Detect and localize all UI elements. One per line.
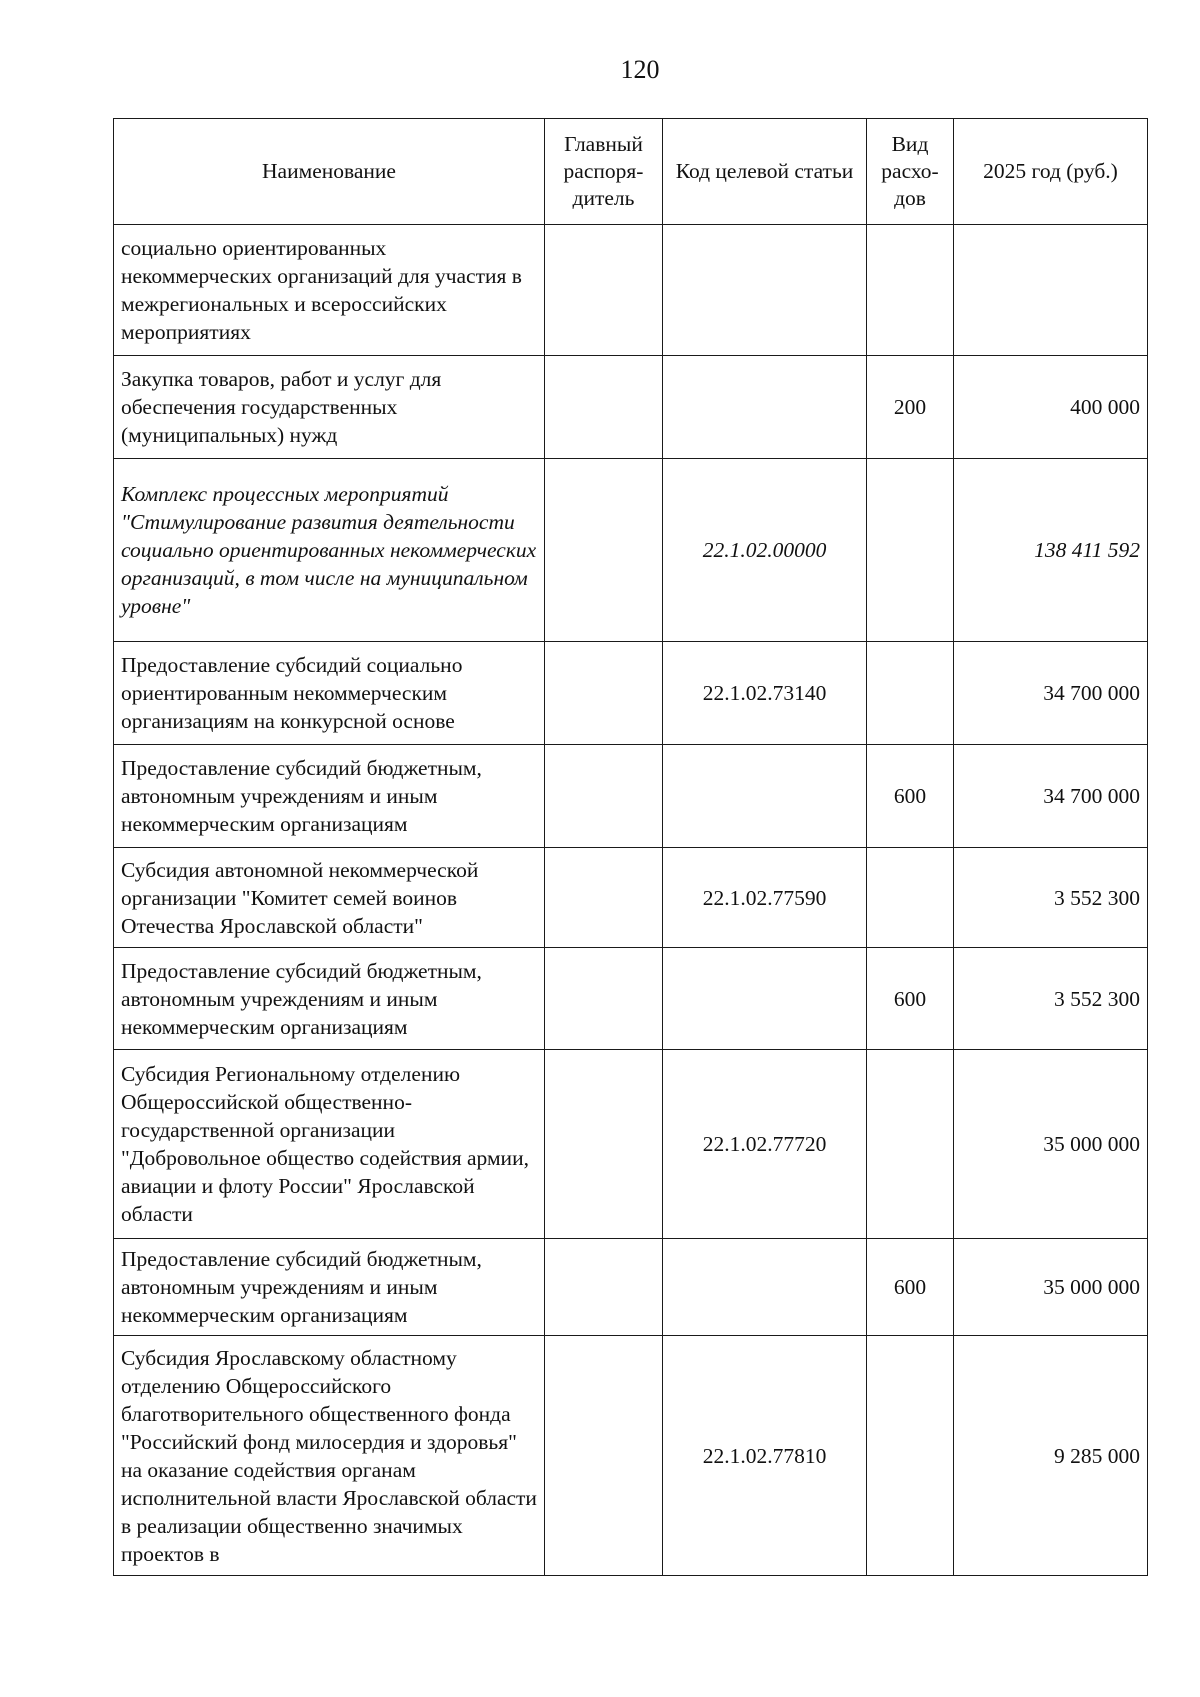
table-row	[114, 848, 1148, 948]
cell-admin	[545, 1050, 663, 1239]
cell-admin	[545, 225, 663, 356]
table-row	[114, 948, 1148, 1050]
table-header-row	[114, 119, 1148, 225]
cell-kind: 200	[867, 356, 954, 459]
cell-name: социально ориентированных некоммерческих организаций для участия в межрегиональных и всероссийских мероприятиях	[114, 225, 545, 356]
cell-code	[663, 745, 867, 848]
cell-admin	[545, 948, 663, 1050]
table-body	[114, 225, 1148, 1576]
cell-name: Субсидия Региональному отделению Общероссийской общественно-государственной организации "Добровольное общество содействия армии, авиации и флоту России" Ярославской области	[114, 1050, 545, 1239]
cell-code: 22.1.02.77590	[663, 848, 867, 948]
cell-admin	[545, 459, 663, 642]
cell-kind: 600	[867, 745, 954, 848]
cell-code: 22.1.02.77810	[663, 1336, 867, 1576]
table-row	[114, 356, 1148, 459]
cell-code: 22.1.02.73140	[663, 642, 867, 745]
cell-amount: 138 411 592	[954, 459, 1148, 642]
table-row	[114, 1336, 1148, 1576]
cell-kind	[867, 1050, 954, 1239]
cell-code: 22.1.02.00000	[663, 459, 867, 642]
cell-name: Закупка товаров, работ и услуг для обеспечения государственных (муниципальных) нужд	[114, 356, 545, 459]
budget-table	[113, 118, 1148, 1576]
cell-kind	[867, 459, 954, 642]
cell-amount: 9 285 000	[954, 1336, 1148, 1576]
cell-amount: 35 000 000	[954, 1050, 1148, 1239]
cell-name: Комплекс процессных мероприятий "Стимулирование развития деятельности социально ориентированных некоммерческих организаций, в том числе на муниципальном уровне"	[114, 459, 545, 642]
cell-kind	[867, 848, 954, 948]
cell-amount: 3 552 300	[954, 948, 1148, 1050]
cell-admin	[545, 1336, 663, 1576]
cell-amount: 35 000 000	[954, 1239, 1148, 1336]
header-code: Код целевой статьи	[663, 119, 867, 225]
cell-code	[663, 948, 867, 1050]
header-amount: 2025 год (руб.)	[954, 119, 1148, 225]
cell-amount: 400 000	[954, 356, 1148, 459]
cell-amount: 34 700 000	[954, 745, 1148, 848]
header-kind: Вид расхо- дов	[867, 119, 954, 225]
cell-code	[663, 1239, 867, 1336]
table-row	[114, 1239, 1148, 1336]
cell-admin	[545, 1239, 663, 1336]
cell-code	[663, 225, 867, 356]
cell-name: Субсидия автономной некоммерческой организации "Комитет семей воинов Отечества Ярославской области"	[114, 848, 545, 948]
cell-admin	[545, 642, 663, 745]
cell-admin	[545, 356, 663, 459]
cell-kind	[867, 1336, 954, 1576]
cell-code: 22.1.02.77720	[663, 1050, 867, 1239]
cell-code	[663, 356, 867, 459]
cell-name: Субсидия Ярославскому областному отделению Общероссийского благотворительного общественного фонда "Российский фонд милосердия и здоровья" на оказание содействия органам исполнительной власти Ярославской области в реализации общественно значимых проектов в	[114, 1336, 545, 1576]
table-row	[114, 1050, 1148, 1239]
cell-kind: 600	[867, 1239, 954, 1336]
cell-name: Предоставление субсидий бюджетным, автономным учреждениям и иным некоммерческим организациям	[114, 1239, 545, 1336]
cell-kind	[867, 642, 954, 745]
table-row	[114, 459, 1148, 642]
table-row	[114, 225, 1148, 356]
cell-name: Предоставление субсидий бюджетным, автономным учреждениям и иным некоммерческим организациям	[114, 948, 545, 1050]
cell-amount	[954, 225, 1148, 356]
cell-name: Предоставление субсидий бюджетным, автономным учреждениям и иным некоммерческим организациям	[114, 745, 545, 848]
header-admin: Главный распоря- дитель	[545, 119, 663, 225]
cell-admin	[545, 848, 663, 948]
table-row	[114, 745, 1148, 848]
cell-kind: 600	[867, 948, 954, 1050]
header-name: Наименование	[114, 119, 545, 225]
cell-name: Предоставление субсидий социально ориентированным некоммерческим организациям на конкурсной основе	[114, 642, 545, 745]
cell-amount: 34 700 000	[954, 642, 1148, 745]
cell-kind	[867, 225, 954, 356]
cell-amount: 3 552 300	[954, 848, 1148, 948]
table-row	[114, 642, 1148, 745]
page-number: 120	[620, 55, 660, 84]
cell-admin	[545, 745, 663, 848]
